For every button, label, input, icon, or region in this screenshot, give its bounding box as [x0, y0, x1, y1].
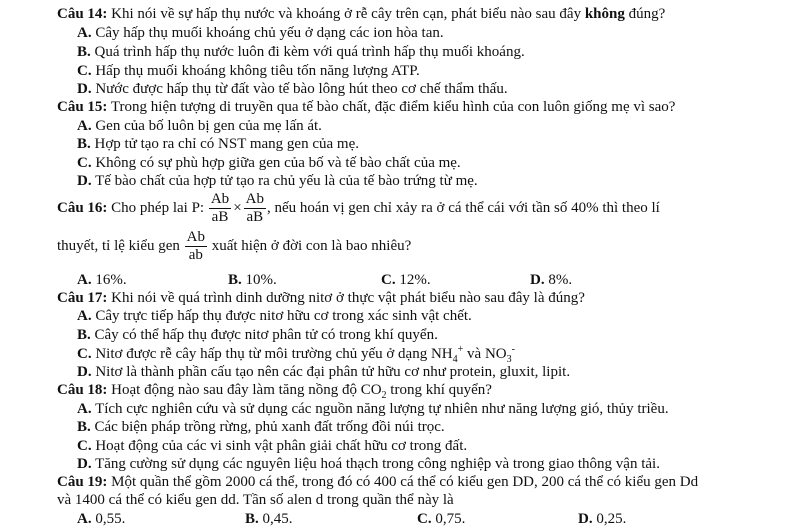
- option-letter: A.: [77, 308, 92, 324]
- option-text: Tích cực nghiên cứu và sử dụng các nguồn năng lượng tự nhiên như năng lượng gió, thủy triều.: [91, 401, 669, 417]
- subscript: 2: [381, 390, 387, 401]
- question-16-continued: [57, 229, 411, 264]
- option-letter: D.: [77, 173, 92, 189]
- option-letter: B.: [77, 136, 91, 152]
- option-letter: D.: [77, 364, 92, 380]
- genotype-fraction: [244, 191, 266, 226]
- answer-option[interactable]: [381, 271, 431, 290]
- option-letter: B.: [245, 511, 259, 527]
- question-stem: Khi nói về sự hấp thụ nước và khoáng ở rễ cây trên cạn, phát biểu nào sau đây: [107, 6, 585, 22]
- question-label: Câu 19:: [57, 474, 108, 490]
- option-text: và NO: [463, 346, 507, 362]
- option-letter: A.: [77, 511, 92, 527]
- option-letter: C.: [77, 438, 92, 454]
- fraction-denominator: ab: [188, 247, 203, 263]
- option-text: Cây trực tiếp hấp thụ được nitơ hữu cơ trong xác sinh vật chết.: [91, 308, 472, 324]
- answer-option[interactable]: [77, 307, 472, 326]
- answer-option[interactable]: [77, 80, 508, 99]
- question-stem: thuyết, tỉ lệ kiểu gen: [57, 237, 184, 254]
- option-text: Cây có thể hấp thụ được nitơ phân tử có trong khí quyển.: [90, 327, 438, 343]
- answer-option[interactable]: [228, 271, 277, 290]
- answer-option[interactable]: [77, 363, 570, 382]
- question-stem: Cho phép lai P:: [107, 199, 208, 216]
- subscript: 3: [506, 354, 512, 365]
- option-letter: C.: [77, 155, 92, 171]
- answer-option[interactable]: [77, 43, 525, 62]
- answer-option[interactable]: [530, 271, 572, 290]
- answer-option[interactable]: [77, 455, 660, 474]
- question-stem-emphasis: không: [584, 6, 625, 22]
- question-stem: , nếu hoán vị gen chỉ xảy ra ở cá thể cái với tần số 40% thì theo lí: [267, 199, 660, 216]
- option-text: 16%.: [91, 272, 127, 288]
- option-text: Hấp thụ muối khoáng không tiêu tốn năng lượng ATP.: [91, 63, 420, 79]
- question-label: Câu 18:: [57, 382, 108, 398]
- answer-option[interactable]: [77, 345, 515, 364]
- question-stem: Khi nói về quá trình dinh dưỡng nitơ ở thực vật phát biểu nào sau đây là đúng?: [107, 290, 585, 306]
- question-14: [57, 5, 665, 24]
- question-label: Câu 17:: [57, 290, 108, 306]
- option-text: Quá trình hấp thụ nước luôn đi kèm với quá trình hấp thụ muối khoáng.: [90, 44, 525, 60]
- fraction-numerator: Ab: [210, 191, 230, 207]
- option-text: 10%.: [241, 272, 277, 288]
- genotype-fraction: [185, 229, 207, 264]
- question-19: [57, 473, 698, 492]
- question-label: Câu 16:: [57, 199, 108, 216]
- answer-option[interactable]: [77, 400, 669, 419]
- option-text: Không có sự phù hợp giữa gen của bố và tế bào chất của mẹ.: [91, 155, 461, 171]
- answer-option[interactable]: [417, 510, 465, 529]
- option-letter: A.: [77, 401, 92, 417]
- option-letter: D.: [530, 272, 545, 288]
- answer-option[interactable]: [77, 437, 467, 456]
- answer-option[interactable]: [77, 326, 438, 345]
- question-stem: trong khí quyển?: [386, 382, 492, 398]
- option-letter: B.: [77, 327, 91, 343]
- option-letter: B.: [228, 272, 242, 288]
- question-stem: và 1400 cá thể có kiểu gen dd. Tần số alen d trong quần thể này là: [57, 492, 454, 508]
- question-stem: Trong hiện tượng di truyền qua tế bào chất, đặc điểm kiểu hình của con luôn giống mẹ vì sao?: [107, 99, 676, 115]
- option-letter: C.: [381, 272, 396, 288]
- option-text: Gen của bố luôn bị gen của mẹ lấn át.: [91, 118, 322, 134]
- question-15: [57, 98, 675, 117]
- fraction-denominator: aB: [246, 209, 264, 225]
- option-text: 0,75.: [431, 511, 466, 527]
- fraction-denominator: aB: [211, 209, 229, 225]
- answer-option[interactable]: [77, 172, 478, 191]
- question-label: Câu 15:: [57, 99, 108, 115]
- option-text: Nitơ là thành phần cấu tạo nên các đại phân tử hữu cơ như protein, gluxit, lipit.: [91, 364, 571, 380]
- superscript: +: [457, 344, 464, 355]
- genotype-fraction: [209, 191, 231, 226]
- times-sign: ×: [233, 199, 242, 216]
- option-text: 0,25.: [592, 511, 627, 527]
- option-letter: A.: [77, 118, 92, 134]
- answer-option[interactable]: [77, 418, 445, 437]
- question-18: [57, 381, 492, 400]
- fraction-numerator: Ab: [186, 229, 205, 245]
- answer-option[interactable]: [77, 135, 359, 154]
- option-text: Nitơ được rễ cây hấp thụ từ môi trường chủ yếu ở dạng NH: [91, 346, 453, 362]
- answer-option[interactable]: [77, 24, 444, 43]
- answer-option[interactable]: [77, 62, 420, 81]
- answer-option[interactable]: [578, 510, 626, 529]
- answer-option[interactable]: [77, 154, 461, 173]
- option-letter: A.: [77, 25, 92, 41]
- option-text: Các biện pháp trồng rừng, phủ xanh đất trống đồi núi trọc.: [90, 419, 445, 435]
- answer-option[interactable]: [77, 271, 127, 290]
- question-17: [57, 289, 585, 308]
- subscript: 4: [452, 354, 458, 365]
- option-text: 0,45.: [258, 511, 293, 527]
- answer-option[interactable]: [77, 510, 125, 529]
- option-letter: B.: [77, 419, 91, 435]
- option-letter: D.: [77, 456, 92, 472]
- question-19-continued: [57, 491, 454, 510]
- option-text: 0,55.: [91, 511, 126, 527]
- option-letter: D.: [578, 511, 593, 527]
- option-text: Hoạt động của các vi sinh vật phân giải chất hữu cơ trong đất.: [91, 438, 468, 454]
- question-label: Câu 14:: [57, 6, 108, 22]
- option-letter: C.: [77, 63, 92, 79]
- fraction-numerator: Ab: [245, 191, 264, 207]
- option-text: 12%.: [395, 272, 431, 288]
- option-letter: A.: [77, 272, 92, 288]
- option-text: Nước được hấp thụ từ đất vào tế bào lông hút theo cơ chế thẩm thấu.: [91, 81, 508, 97]
- answer-option[interactable]: [77, 117, 322, 136]
- question-stem: Một quần thể gồm 2000 cá thể, trong đó có 400 cá thể có kiểu gen DD, 200 cá thể có kiểu gen Dd: [107, 474, 699, 490]
- superscript: -: [511, 344, 515, 355]
- answer-option[interactable]: [245, 510, 293, 529]
- question-16: [57, 191, 660, 226]
- option-text: Tăng cường sử dụng các nguyên liệu hoá thạch trong công nghiệp và trong giao thông vận tải.: [91, 456, 660, 472]
- option-text: Hợp tử tạo ra chỉ có NST mang gen của mẹ.: [90, 136, 359, 152]
- option-letter: C.: [77, 346, 92, 362]
- option-letter: B.: [77, 44, 91, 60]
- option-text: Cây hấp thụ muối khoáng chủ yếu ở dạng các ion hòa tan.: [91, 25, 444, 41]
- option-letter: D.: [77, 81, 92, 97]
- option-letter: C.: [417, 511, 432, 527]
- question-stem: Hoạt động nào sau đây làm tăng nồng độ CO: [107, 382, 382, 398]
- question-stem: xuất hiện ở đời con là bao nhiêu?: [207, 237, 412, 254]
- option-text: 8%.: [544, 272, 573, 288]
- question-stem: đúng?: [624, 6, 666, 22]
- option-text: Tế bào chất của hợp tử tạo ra chủ yếu là của tế bào trứng từ mẹ.: [91, 173, 478, 189]
